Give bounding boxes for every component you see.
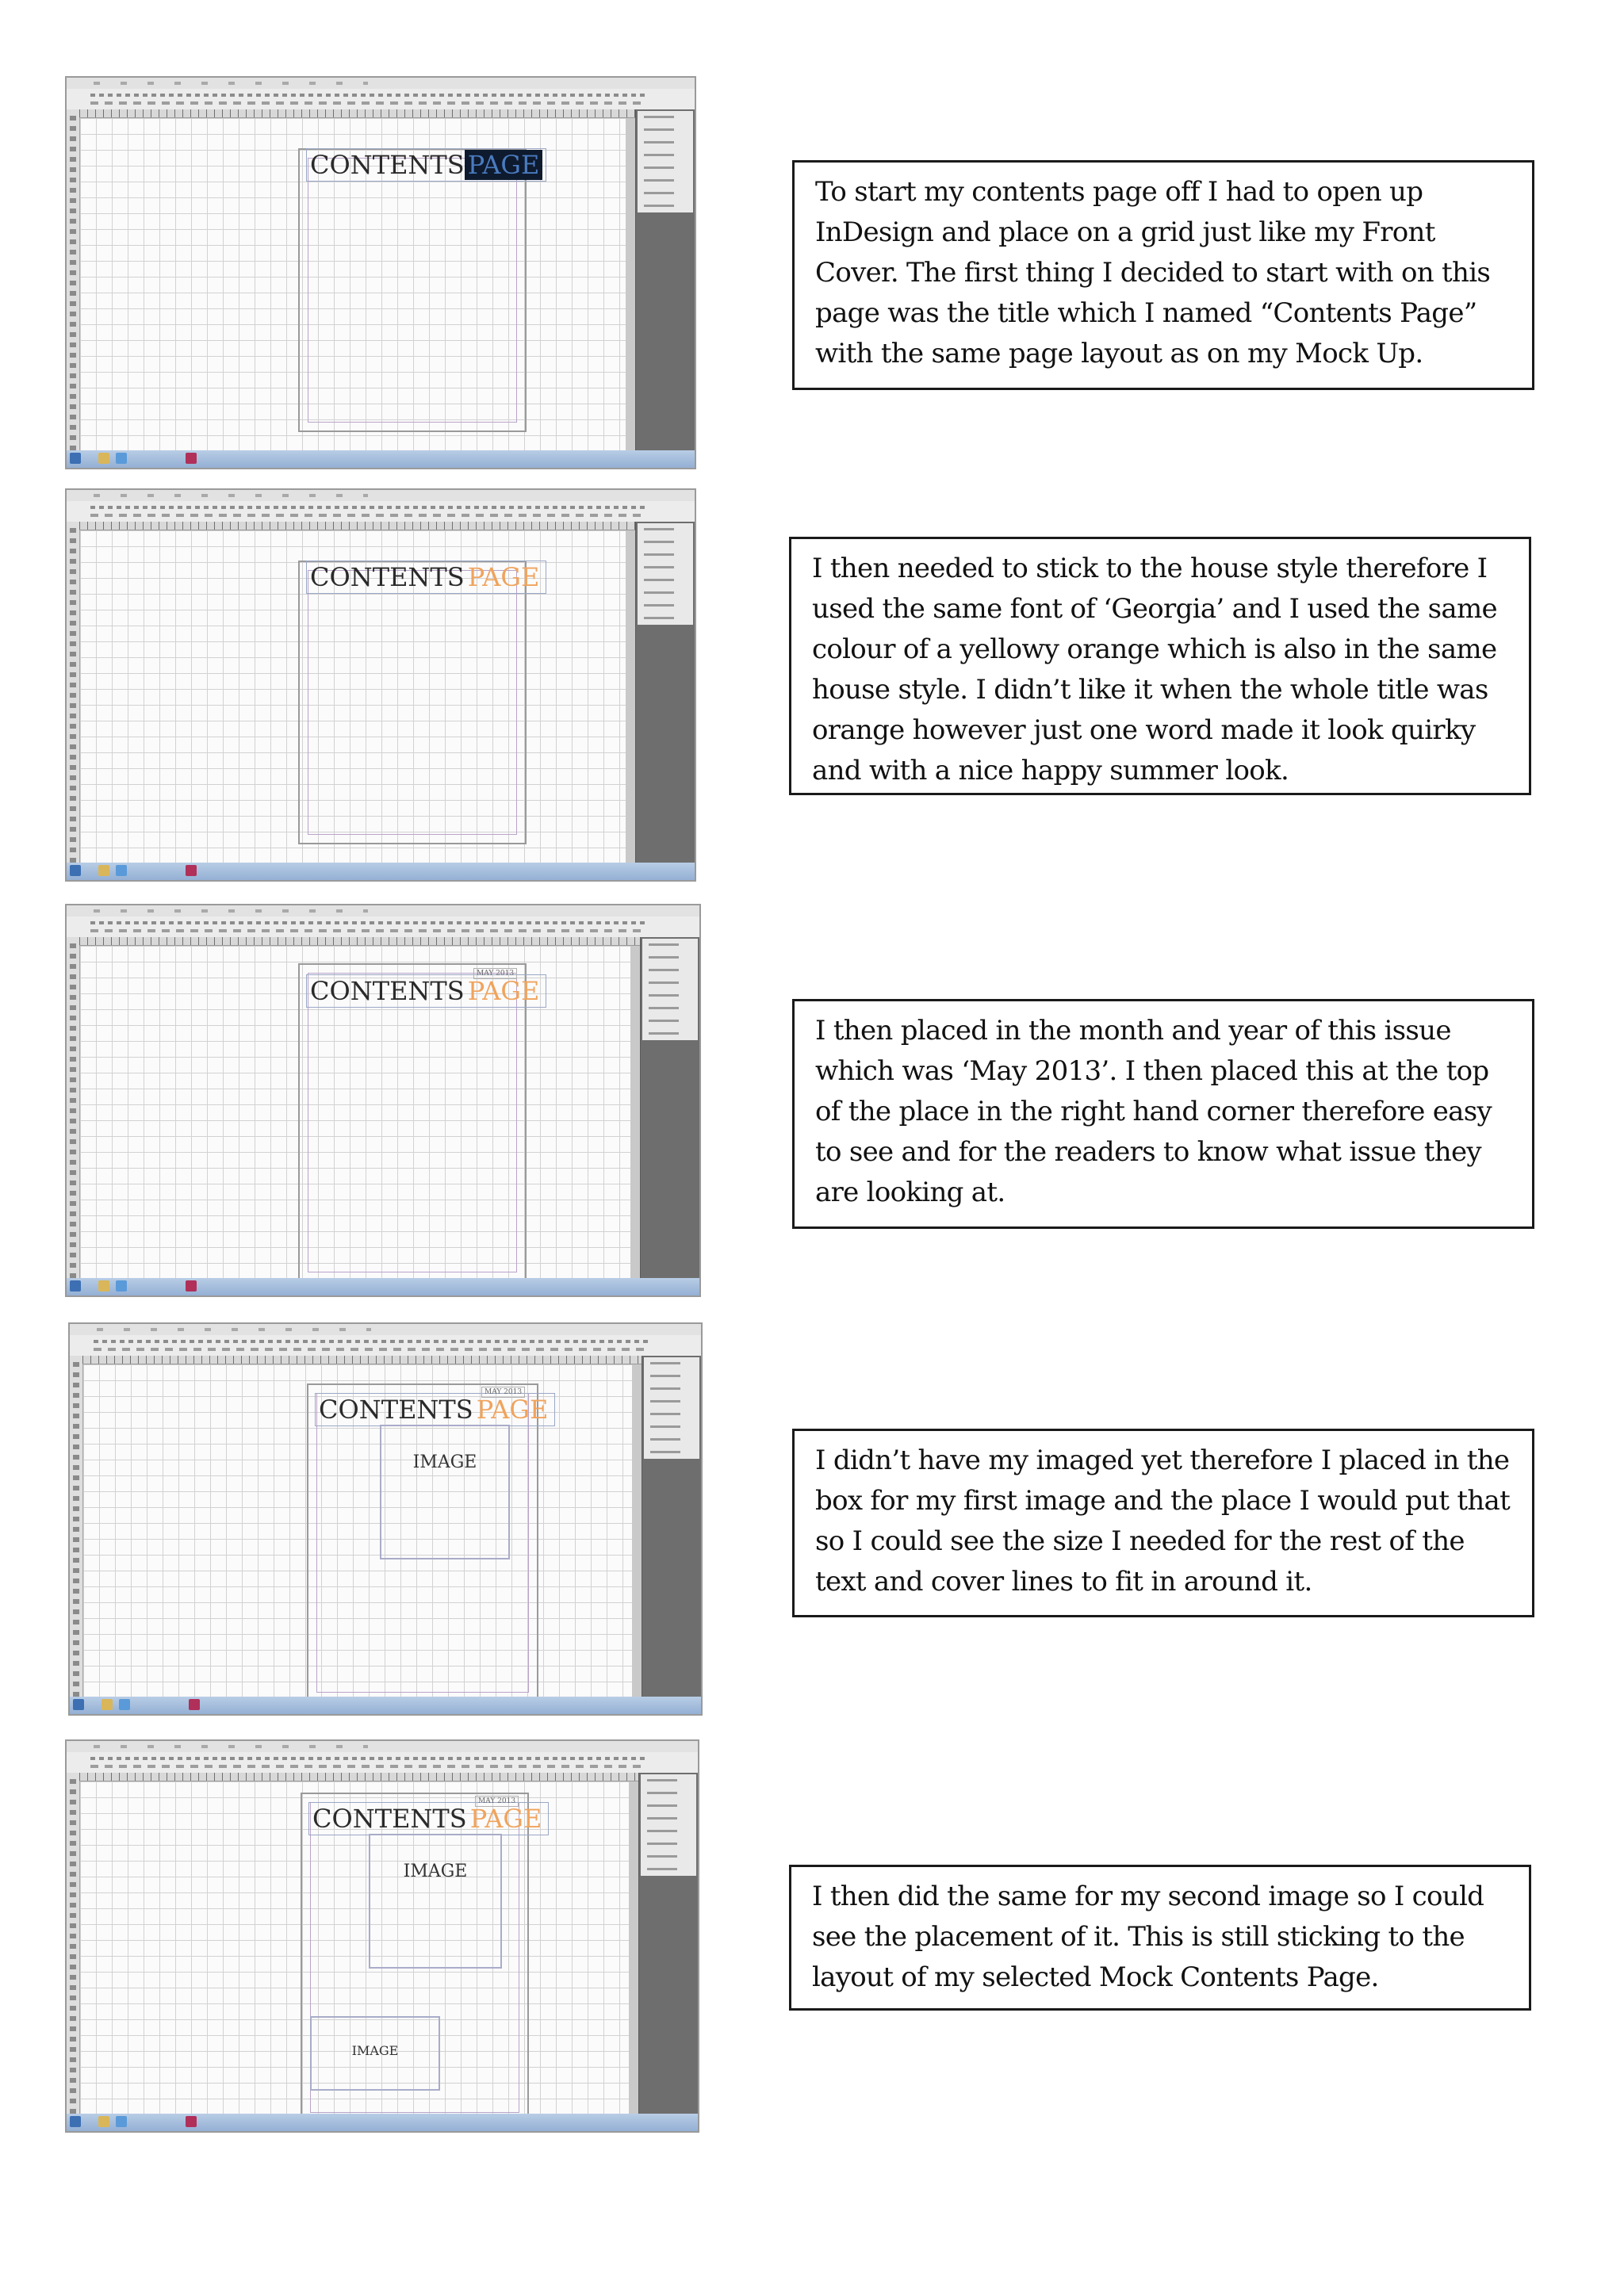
menu-bar [67,905,699,917]
contents-page-title [306,974,546,1008]
browser-icon [116,865,127,876]
title-word-contents: CONTENTS [310,976,465,1006]
control-bar [67,1752,698,1774]
menu-bar [67,490,695,502]
folder-icon [102,1699,113,1710]
horizontal-ruler [82,1356,701,1364]
contents-page-title [315,1393,555,1426]
page-frame [298,561,527,844]
menu-bar [67,1741,698,1753]
caption-box: I then placed in the month and year of this issue which was ‘May 2013’. I then placed this at the top of the place in the right hand corner therefore easy to see and for the readers to know what issue they are looking at. [792,999,1534,1229]
contents-page-title [308,1802,549,1835]
control-bar [67,501,695,522]
menu-bar [70,1324,701,1336]
windows-taskbar [67,1278,699,1295]
tools-panel [67,109,80,450]
browser-icon [119,1699,130,1710]
tools-panel [70,1356,83,1697]
side-panels [635,522,695,863]
indesign-icon [186,453,197,464]
issue-dateline: MAY 2013 [473,968,517,979]
folder-icon [98,2116,109,2127]
title-word-contents: CONTENTS [310,150,465,180]
folder-icon [98,865,109,876]
menu-bar [67,78,695,90]
image-placeholder-1: IMAGE [369,1834,502,1969]
windows-taskbar [67,450,695,468]
start-icon [73,1699,84,1710]
image-placeholder-2: IMAGE [310,2016,440,2091]
side-panels [638,1773,698,2114]
title-word-contents: CONTENTS [310,562,465,592]
folder-icon [98,1280,109,1292]
indesign-icon [186,865,197,876]
horizontal-ruler [79,1773,698,1781]
start-icon [70,865,81,876]
start-icon [70,453,81,464]
page-frame [298,963,527,1282]
folder-icon [98,453,109,464]
indesign-icon [189,1699,200,1710]
title-word-page: PAGE [476,1395,549,1425]
start-icon [70,1280,81,1292]
side-panels [640,937,699,1278]
image-placeholder-1: IMAGE [380,1425,510,1559]
windows-taskbar [67,2114,698,2131]
caption-box: I then needed to stick to the house style therefore I used the same font of ‘Georgia’ and I used the same colour of a yellowy orange which is also in the same house style. I didn’t like it when the whole title was orange however just one word made it look quirky and with a nice happy summer look. [789,537,1531,795]
side-panels [642,1356,701,1697]
control-bar [67,89,695,110]
windows-taskbar [70,1697,701,1714]
pasteboard-grid [80,1781,629,2114]
horizontal-ruler [79,937,699,946]
indesign-icon [186,2116,197,2127]
control-bar [70,1335,701,1357]
caption-box: I didn’t have my imaged yet therefore I placed in the box for my first image and the place I would put that so I could see the size I needed for the rest of the text and cover lines to fit in around it. [792,1429,1534,1617]
title-word-page: PAGE [467,562,540,592]
contents-page-title [306,561,546,594]
windows-taskbar [67,863,695,880]
tools-panel [67,937,80,1278]
contents-page-title [306,148,546,182]
horizontal-ruler [79,109,695,118]
title-word-page: PAGE [465,150,543,180]
title-word-contents: CONTENTS [319,1395,473,1425]
tools-panel [67,1773,80,2114]
title-word-page: PAGE [467,976,540,1006]
browser-icon [116,1280,127,1292]
indesign-screenshot [68,1322,703,1716]
pasteboard-grid [80,530,626,863]
indesign-screenshot [65,488,696,882]
pasteboard-grid [83,1364,632,1697]
tools-panel [67,522,80,863]
indesign-screenshot [65,904,701,1297]
caption-box: I then did the same for my second image so I could see the placement of it. This is still sticking to the layout of my selected Mock Contents Page. [789,1865,1531,2011]
indesign-screenshot [65,76,696,469]
pasteboard-grid [80,946,630,1278]
horizontal-ruler [79,522,695,530]
side-panels [635,109,695,450]
issue-dateline: MAY 2013 [475,1796,519,1807]
page-frame [298,148,527,432]
title-word-contents: CONTENTS [312,1804,467,1834]
pasteboard-grid [80,118,626,450]
indesign-icon [186,1280,197,1292]
browser-icon [116,2116,127,2127]
caption-box: To start my contents page off I had to open up InDesign and place on a grid just like my Front Cover. The first thing I decided to start with on this page was the title which I named “Contents Page” with the same page layout as on my Mock Up. [792,160,1534,390]
indesign-screenshot [65,1739,699,2133]
title-word-page: PAGE [469,1804,542,1834]
start-icon [70,2116,81,2127]
issue-dateline: MAY 2013 [481,1387,525,1398]
browser-icon [116,453,127,464]
control-bar [67,916,699,938]
